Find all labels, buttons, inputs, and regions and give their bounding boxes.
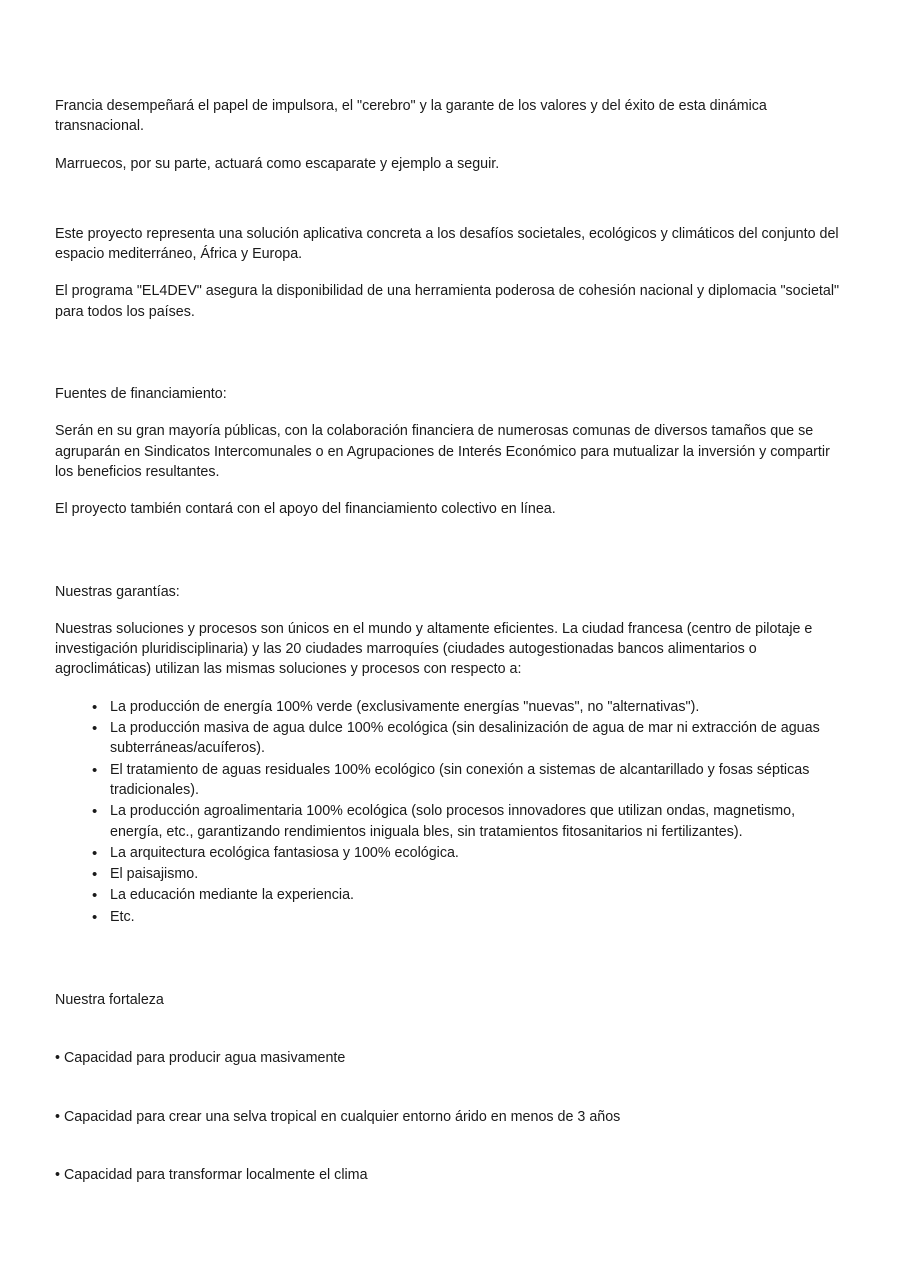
- spacer: [55, 404, 849, 421]
- spacer: [55, 482, 849, 499]
- spacer: [55, 1010, 849, 1048]
- heading-our-strength: Nuestra fortaleza: [55, 992, 164, 1009]
- paragraph-crowdfunding: El proyecto también contará con el apoyo del financiamiento colectivo en línea.: [55, 501, 556, 518]
- strength-item-climate: • Capacidad para transformar localmente el clima: [55, 1166, 368, 1183]
- heading-our-guarantees: Nuestras garantías:: [55, 583, 180, 600]
- list-item: • El paisajismo.: [110, 864, 849, 884]
- list-item: • La educación mediante la experiencia.: [110, 885, 849, 905]
- list-item: • La producción de energía 100% verde (exclusivamente energías "nuevas", no "alternativas").: [110, 697, 849, 717]
- list-item: • Etc.: [110, 907, 849, 927]
- spacer: [55, 1127, 849, 1165]
- list-item: • La producción agroalimentaria 100% ecológica (solo procesos innovadores que utilizan ondas, magnetismo, energía, etc., garantizando rendimientos iniguala bles, sin tratamientos fitosanitarios ni fertilizantes).: [110, 801, 849, 842]
- paragraph-morocco-role: Marruecos, por su parte, actuará como escaparate y ejemplo a seguir.: [55, 155, 500, 172]
- spacer: [55, 602, 849, 619]
- document-body: [55, 96, 849, 1185]
- spacer: [55, 264, 849, 281]
- guarantee-list: [55, 697, 849, 927]
- strength-item-water: • Capacidad para producir agua masivamente: [55, 1050, 346, 1067]
- list-item: • La arquitectura ecológica fantasiosa y 100% ecológica.: [110, 843, 849, 863]
- spacer: [55, 680, 849, 697]
- spacer: [55, 928, 849, 990]
- paragraph-guarantees-intro: Nuestras soluciones y procesos son únicos en el mundo y altamente eficientes. La ciudad francesa (centro de pilotaje e investigación pluridisciplinaria) y las 20 ciudades marroquíes (ciudades autogestionadas bancos alimentarios o agroclimáticas) utilizan las mismas soluciones y procesos con respecto a:: [55, 620, 813, 678]
- spacer: [55, 322, 849, 384]
- heading-funding-sources: Fuentes de financiamiento:: [55, 386, 227, 403]
- spacer: [55, 520, 849, 582]
- spacer: [55, 137, 849, 154]
- list-item: • El tratamiento de aguas residuales 100% ecológico (sin conexión a sistemas de alcantarillado y fosas sépticas tradicionales).: [110, 760, 849, 801]
- paragraph-el4dev-program: El programa "EL4DEV" asegura la disponibilidad de una herramienta poderosa de cohesión nacional y diplomacia "societal" para todos los países.: [55, 283, 840, 320]
- paragraph-france-role: Francia desempeñará el papel de impulsora, el "cerebro" y la garante de los valores y del éxito de esta dinámica transnacional.: [55, 98, 767, 135]
- strength-item-rainforest: • Capacidad para crear una selva tropical en cualquier entorno árido en menos de 3 años: [55, 1108, 621, 1125]
- list-item: • La producción masiva de agua dulce 100% ecológica (sin desalinización de agua de mar ni extracción de aguas subterráneas/acuíferos).: [110, 718, 849, 759]
- spacer: [55, 1069, 849, 1107]
- paragraph-funding-detail: Serán en su gran mayoría públicas, con la colaboración financiera de numerosas comunas de diversos tamaños que se agruparán en Sindicatos Intercomunales o en Agrupaciones de Interés Económico para mutualizar la inversión y compartir los beneficios resultantes.: [55, 423, 830, 480]
- paragraph-project-solution: Este proyecto representa una solución aplicativa concreta a los desafíos societales, ecológicos y climáticos del conjunto del espacio mediterráneo, África y Europa.: [55, 225, 839, 263]
- spacer: [55, 174, 849, 224]
